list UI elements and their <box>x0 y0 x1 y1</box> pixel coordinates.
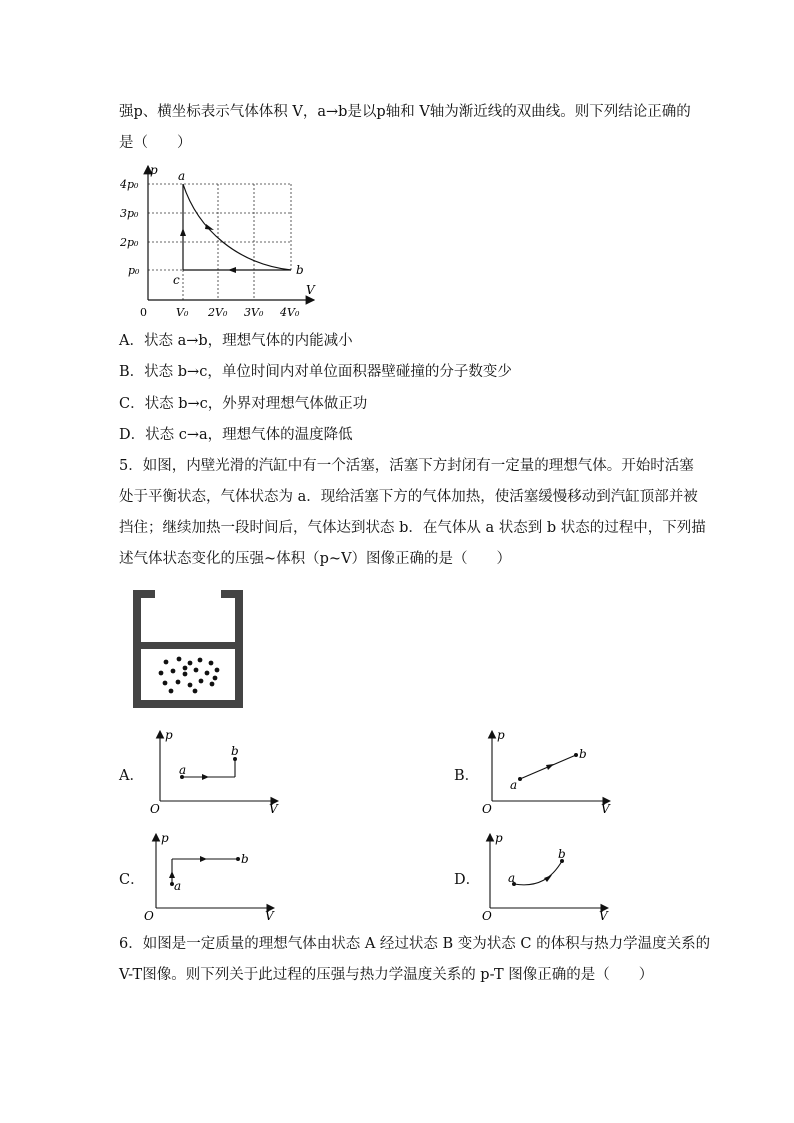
q5-choice-c-label: C． <box>119 872 145 888</box>
q5-choice-b-graph <box>480 725 616 815</box>
q4-option-a: A．状态 a→b，理想气体的内能减小 <box>119 333 353 349</box>
q5-c-a-label: a <box>174 879 182 893</box>
q5-choice-d-graph <box>478 828 614 923</box>
q4-origin-label: 0 <box>140 306 147 319</box>
q4-point-b-label: b <box>296 263 304 277</box>
q5-c-o-label: O <box>144 909 154 923</box>
q6-stem-line-1: 6．如图是一定质量的理想气体由状态 A 经过状态 B 变为状态 C 的体积与热力学温度关系的 <box>119 936 711 952</box>
q5-choice-d-label: D． <box>454 872 481 888</box>
q5-c-b-label: b <box>241 852 249 866</box>
q5-d-p-label: p <box>495 831 503 845</box>
q4-x-tick-1: V₀ <box>176 306 189 319</box>
q5-choice-a-label: A． <box>119 768 144 784</box>
q4-option-c: C．状态 b→c，外界对理想气体做正功 <box>119 396 368 412</box>
q4-point-c-label: c <box>173 273 180 287</box>
q4-x-tick-3: 3V₀ <box>244 306 264 319</box>
q4-option-b: B．状态 b→c，单位时间内对单位面积器壁碰撞的分子数变少 <box>119 364 512 380</box>
q4-y-tick-4: 4p₀ <box>120 178 139 191</box>
q4-x-axis-label: V <box>306 283 315 297</box>
q5-d-a-label: a <box>508 871 516 885</box>
q4-x-tick-4: 4V₀ <box>280 306 300 319</box>
q5-stem-line-3: 挡住；继续加热一段时间后，气体达到状态 b．在气体从 a 状态到 b 状态的过程中，下列描 <box>119 520 706 536</box>
q5-d-v-label: V <box>599 909 608 923</box>
q5-a-p-label: p <box>165 728 173 742</box>
q5-b-v-label: V <box>601 802 610 816</box>
q5-cylinder-figure <box>133 590 243 708</box>
q5-stem-line-4: 述气体状态变化的压强~体积（p~V）图像正确的是（ ） <box>119 551 512 567</box>
q5-c-v-label: V <box>265 909 274 923</box>
q5-d-b-label: b <box>558 847 566 861</box>
q5-c-p-label: p <box>161 831 169 845</box>
q5-choice-c-graph <box>144 828 280 923</box>
q4-pv-graph <box>118 160 318 320</box>
q5-stem-line-2: 处于平衡状态，气体状态为 a．现给活塞下方的气体加热，使活塞缓慢移动到汽缸顶部并被 <box>119 489 698 505</box>
q4-point-a-label: a <box>178 169 186 183</box>
q5-b-p-label: p <box>497 728 505 742</box>
q5-stem-line-1: 5．如图，内壁光滑的汽缸中有一个活塞，活塞下方封闭有一定量的理想气体。开始时活塞 <box>119 458 694 474</box>
q4-x-tick-2: 2V₀ <box>208 306 228 319</box>
q5-b-b-label: b <box>579 747 587 761</box>
q5-a-a-label: a <box>179 763 187 777</box>
q5-choice-a-graph <box>148 725 284 815</box>
q4-y-tick-3: 3p₀ <box>120 207 139 220</box>
q4-stem-line-2: 是（ ） <box>119 135 192 151</box>
q4-y-tick-1: p₀ <box>128 264 140 277</box>
q5-d-o-label: O <box>482 909 492 923</box>
q6-stem-line-2: V-T图像。则下列关于此过程的压强与热力学温度关系的 p-T 图像正确的是（ ） <box>119 967 654 983</box>
q4-y-tick-2: 2p₀ <box>120 236 139 249</box>
q4-y-axis-label: p <box>150 163 158 177</box>
q5-choice-b-label: B． <box>454 768 480 784</box>
q4-option-d: D．状态 c→a，理想气体的温度降低 <box>119 427 353 443</box>
q5-a-o-label: O <box>150 802 160 816</box>
q5-a-b-label: b <box>231 744 239 758</box>
q4-stem-line-1: 强p、横坐标表示气体体积 V，a→b是以p轴和 V轴为渐近线的双曲线。则下列结论正确的 <box>119 104 691 120</box>
q5-b-o-label: O <box>482 802 492 816</box>
q5-a-v-label: V <box>269 802 278 816</box>
q5-b-a-label: a <box>510 778 518 792</box>
